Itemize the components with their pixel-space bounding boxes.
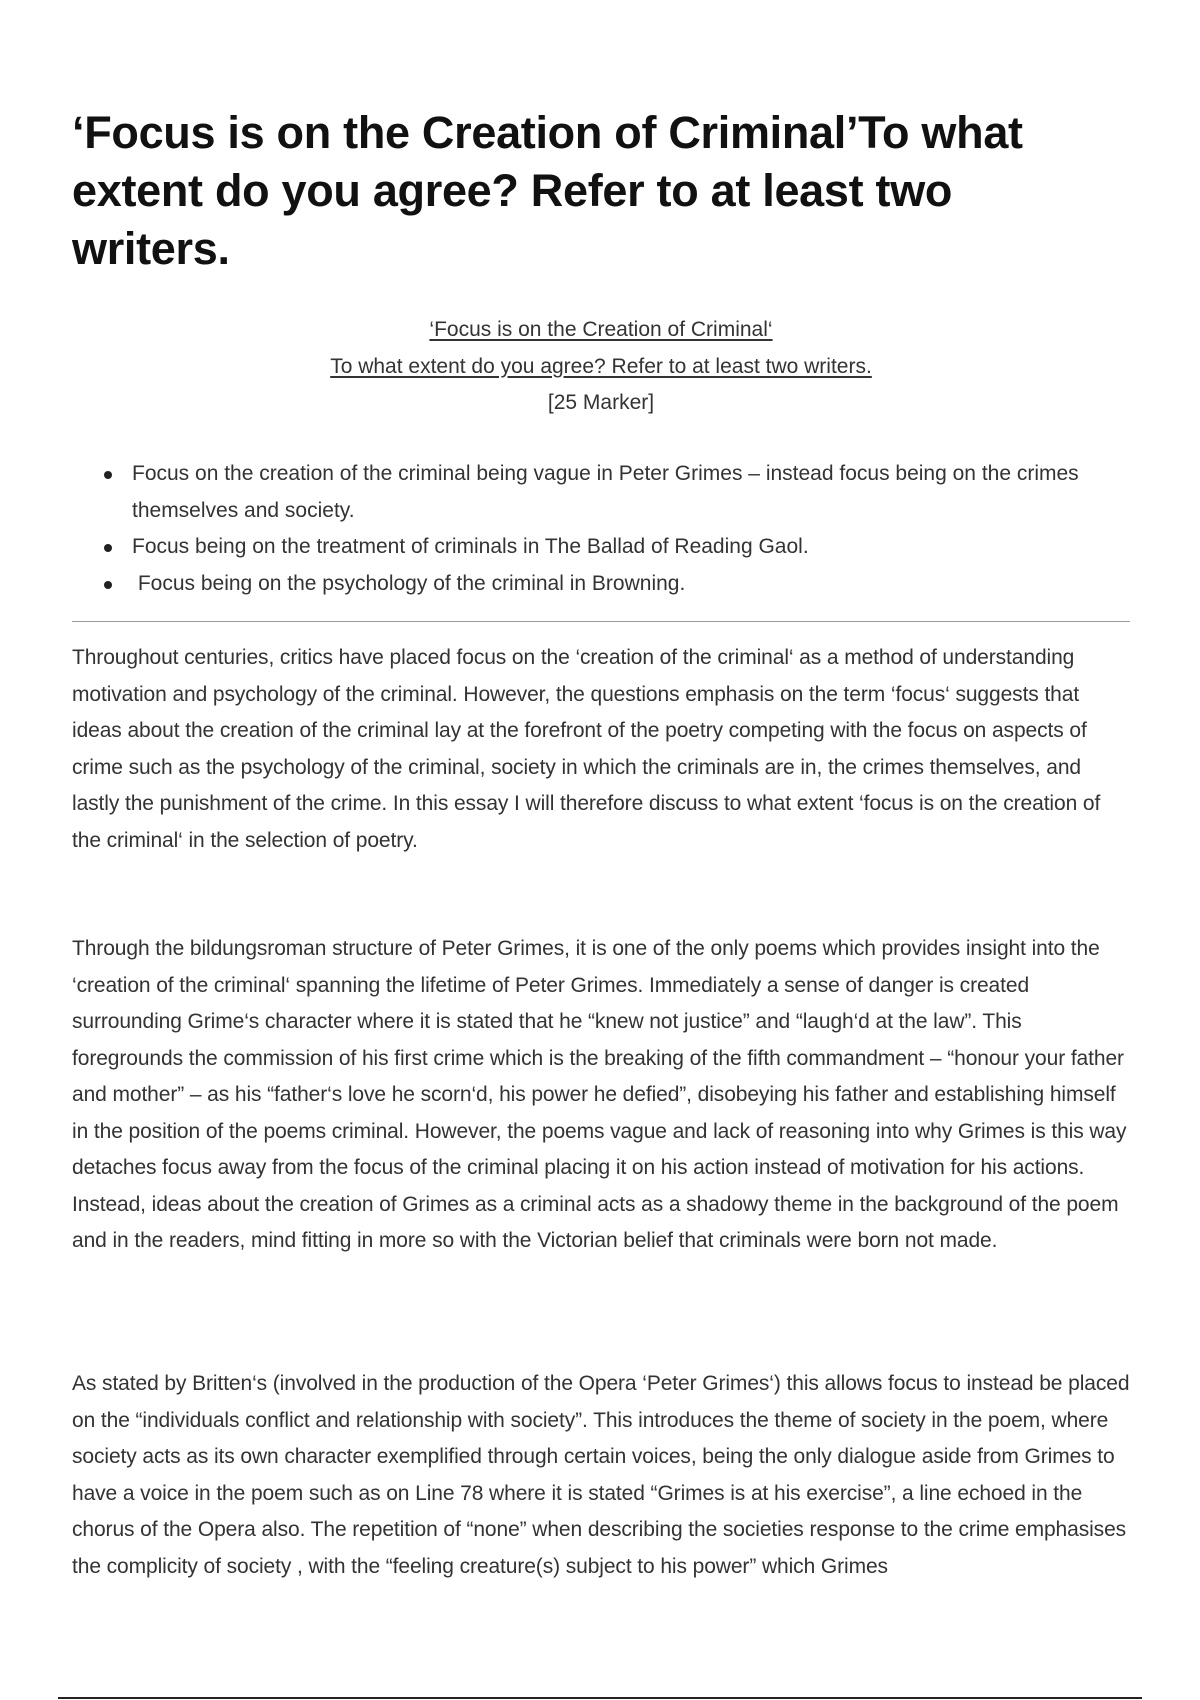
question-line-2: To what extent do you agree? Refer to at least two writers.	[330, 354, 872, 378]
footer-divider	[58, 1697, 1142, 1699]
question-marks: [25 Marker]	[547, 391, 655, 414]
paragraph-peter-grimes: Through the bildungsroman structure of Peter Grimes, it is one of the only poems which provides insight into the ‘creation of the criminal‘ spanning the lifetime of Peter Grimes. Immediately a sense of danger is created surrounding Grime‘s character where it is stated that he “knew not justice” and “laugh‘d at the law”. This foregrounds the commission of his first crime which is the breaking of the fifth commandment – “honour your father and mother” – as his “father‘s love he scorn‘d, his power he defied”, disobeying his father and establishing himself in the position of the poems criminal. However, the poems vague and lack of reasoning into why Grimes is this way detaches focus away from the focus of the criminal placing it on his action instead of motivation for his actions. Instead, ideas about the creation of Grimes as a criminal acts as a shadowy theme in the background of the poem and in the readers, mind fitting in more so with the Victorian belief that criminals were born not made.	[72, 937, 1127, 1252]
page-title: ‘Focus is on the Creation of Criminal’To what extent do you agree? Refer to at least two writers.	[72, 107, 1023, 274]
list-item: Focus being on the psychology of the criminal in Browning.	[132, 566, 1130, 603]
bullet-icon	[104, 471, 112, 479]
list-item: Focus on the creation of the criminal being vague in Peter Grimes – instead focus being on the crimes themselves and society.	[132, 456, 1130, 529]
essay-question	[72, 312, 1130, 422]
paragraph-society: As stated by Britten‘s (involved in the production of the Opera ‘Peter Grimes‘) this allows focus to instead be placed on the “individuals conflict and relationship with society”. This introduces the theme of society in the poem, where society acts as its own character exemplified through certain voices, being the only dialogue aside from Grimes to have a voice in the poem such as on Line 78 where it is stated “Grimes is at his exercise”, a line echoed in the chorus of the Opera also. The repetition of “none” when describing the societies response to the crime emphasises the complicity of society , with the “feeling creature(s) subject to his power” which Grimes	[72, 1372, 1130, 1578]
paragraph-intro: Throughout centuries, critics have placed focus on the ‘creation of the criminal‘ as a method of understanding motivation and psychology of the criminal. However, the questions emphasis on the term ‘focus‘ suggests that ideas about the creation of the criminal lay at the forefront of the poetry competing with the focus on aspects of crime such as the psychology of the criminal, society in which the criminals are in, the crimes themselves, and lastly the punishment of the crime. In this essay I will therefore discuss to what extent ‘focus is on the creation of the criminal‘ in the selection of poetry.	[72, 646, 1101, 852]
bullet-icon	[104, 544, 112, 552]
list-item: Focus being on the treatment of criminals in The Ballad of Reading Gaol.	[132, 529, 1130, 566]
bullet-list	[72, 456, 1130, 602]
divider	[72, 621, 1130, 622]
bullet-icon	[104, 581, 112, 589]
question-line-1: ‘Focus is on the Creation of Criminal‘	[429, 318, 773, 341]
